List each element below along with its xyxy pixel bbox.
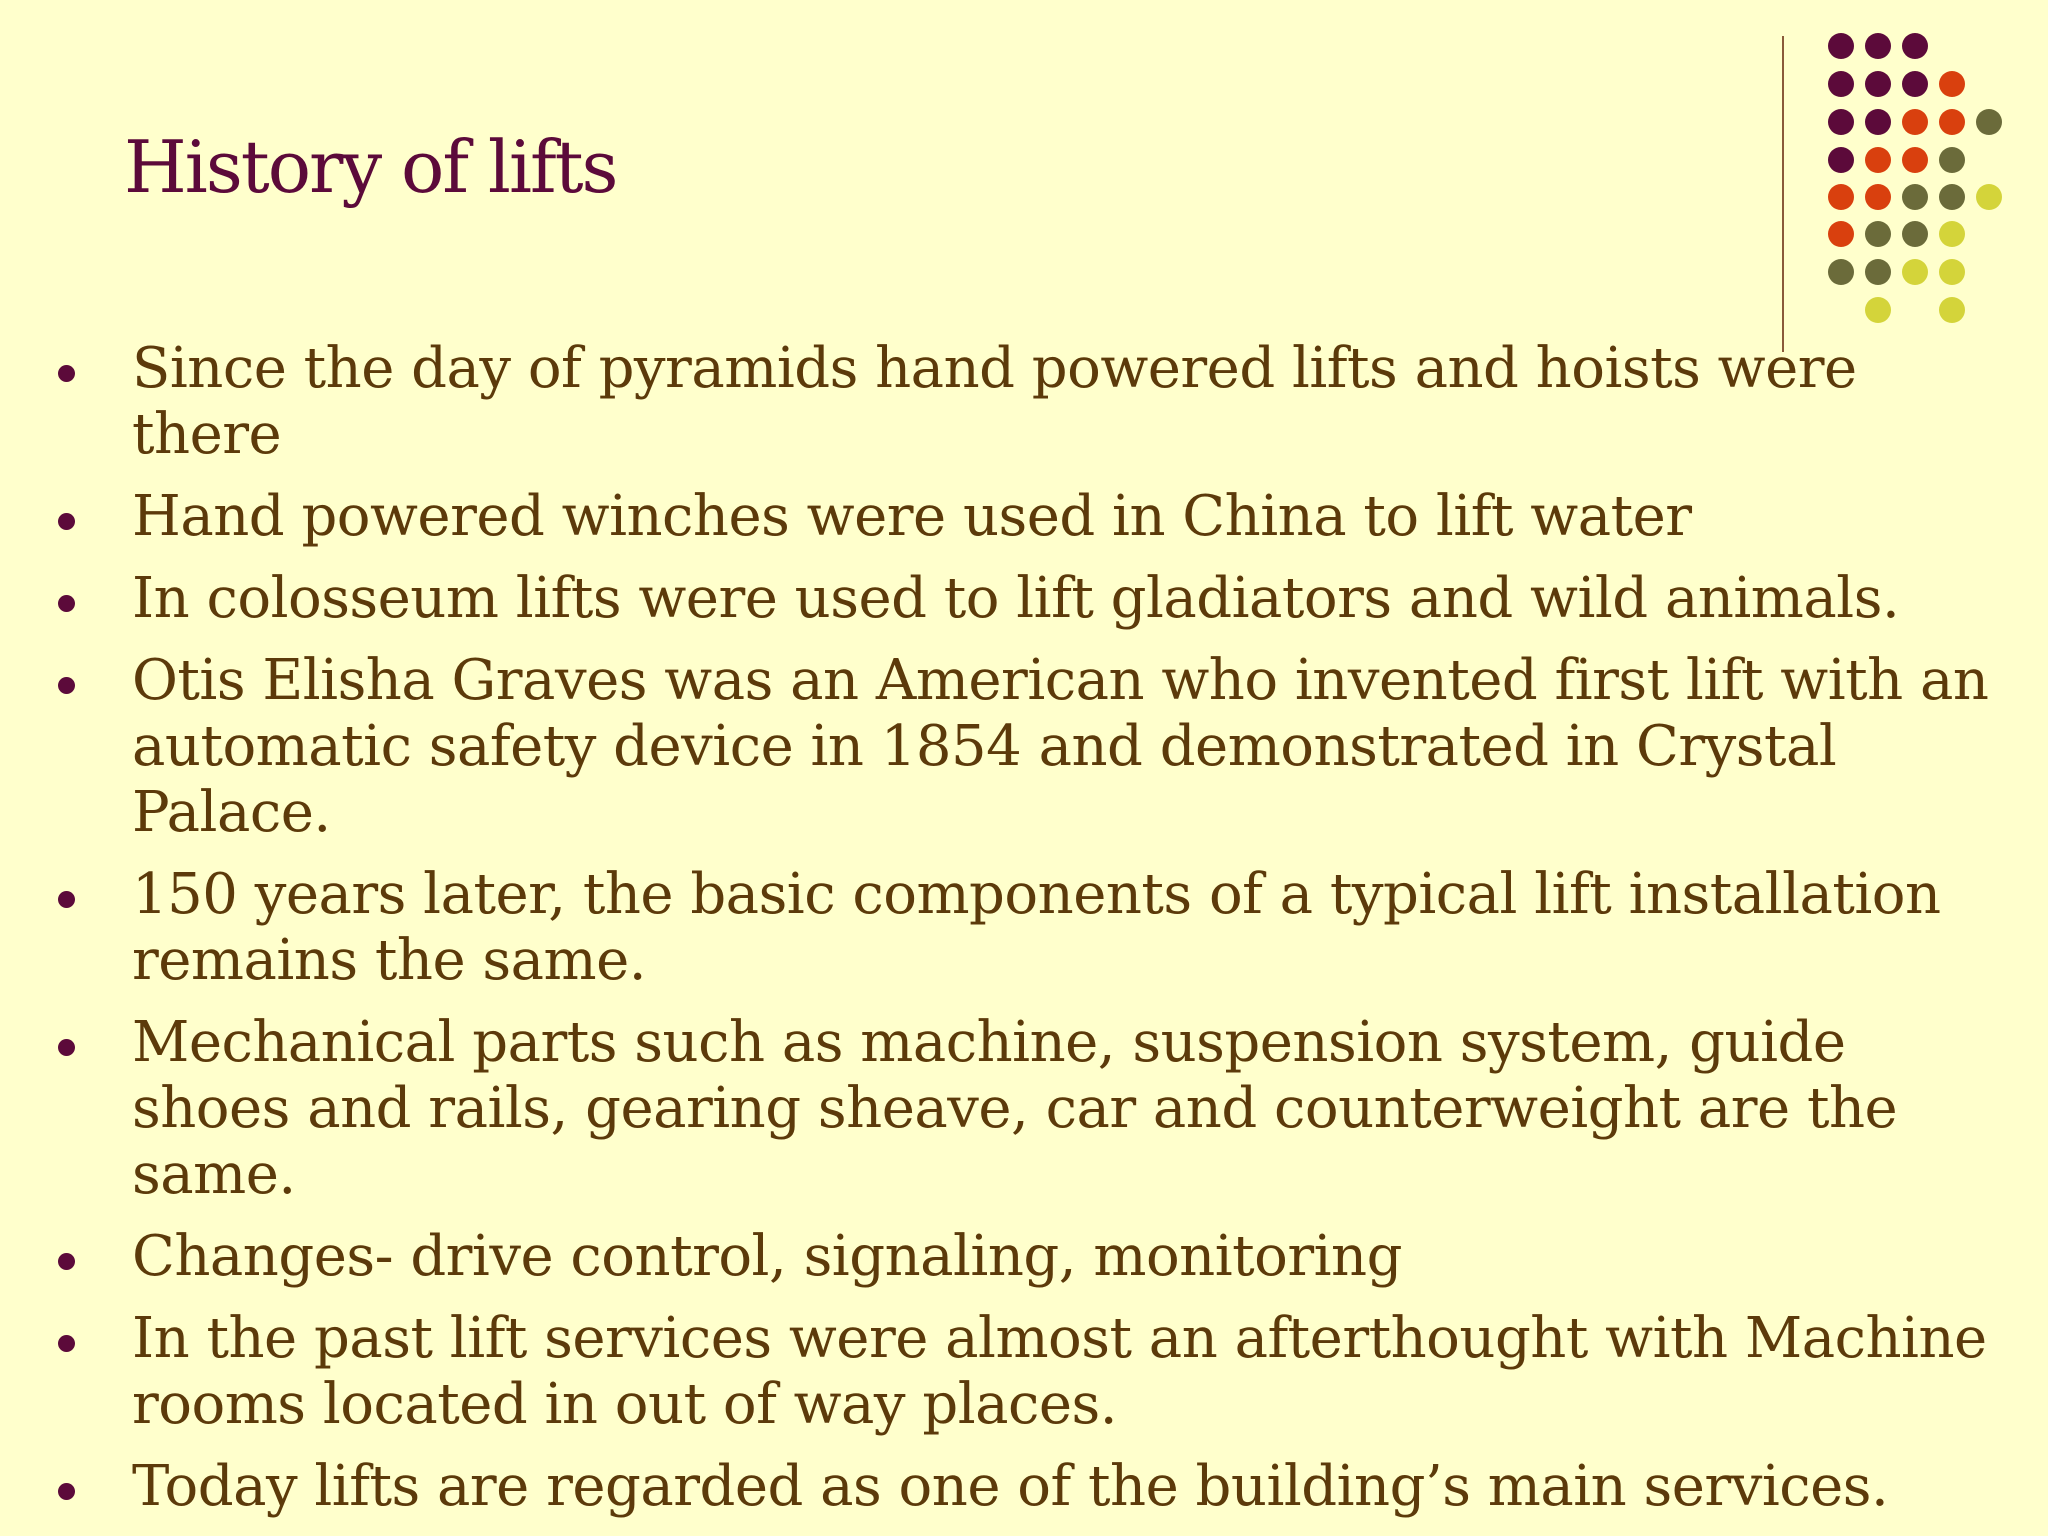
bullet-text: Hand powered winches were used in China to lift water: [132, 484, 1692, 549]
decorative-dot: [1902, 33, 1928, 59]
decorative-dot: [1865, 221, 1891, 247]
decorative-dot: [1902, 221, 1928, 247]
bullet-icon: [58, 677, 75, 694]
decorative-dot: [1865, 184, 1891, 210]
list-item: [56, 484, 2016, 550]
decorative-dot: [1828, 109, 1854, 135]
decorative-dot: [1939, 71, 1965, 97]
decorative-dot: [1828, 71, 1854, 97]
list-item: [56, 1454, 2016, 1520]
decorative-dot: [1902, 71, 1928, 97]
list-item: [56, 1010, 2016, 1208]
list-item: [56, 566, 2016, 632]
bullet-icon: [58, 513, 75, 530]
bullet-text: Today lifts are regarded as one of the building’s main services.: [132, 1454, 1889, 1519]
decorative-dot: [1939, 109, 1965, 135]
bullet-text: Mechanical parts such as machine, suspension system, guide shoes and rails, gearing sheave, car and counterweight are the same.: [132, 1010, 1898, 1207]
decorative-dot: [1865, 71, 1891, 97]
decorative-dot: [1828, 184, 1854, 210]
decorative-dot: [1865, 147, 1891, 173]
decorative-dot: [1865, 297, 1891, 323]
decorative-dot: [1939, 221, 1965, 247]
decorative-dot: [1902, 147, 1928, 173]
decorative-dot: [1828, 221, 1854, 247]
bullet-icon: [58, 1253, 75, 1270]
bullet-text: 150 years later, the basic components of a typical lift installation remains the same.: [132, 862, 1941, 993]
list-item: [56, 336, 2016, 468]
decorative-dot: [1976, 109, 2002, 135]
list-item: [56, 1224, 2016, 1290]
bullet-text: Changes- drive control, signaling, monitoring: [132, 1224, 1402, 1289]
list-item: [56, 862, 2016, 994]
bullet-list: [56, 336, 2016, 1536]
decorative-divider-line: [1782, 36, 1784, 352]
decorative-dot: [1828, 259, 1854, 285]
bullet-icon: [58, 1335, 75, 1352]
decorative-dot: [1939, 297, 1965, 323]
decorative-dot: [1976, 184, 2002, 210]
list-item: [56, 1306, 2016, 1438]
bullet-icon: [58, 1483, 75, 1500]
bullet-text: In colosseum lifts were used to lift gladiators and wild animals.: [132, 566, 1900, 631]
decorative-dot: [1865, 109, 1891, 135]
bullet-text: In the past lift services were almost an afterthought with Machine rooms located in out of way places.: [132, 1306, 1987, 1437]
bullet-text: Since the day of pyramids hand powered lifts and hoists were there: [132, 336, 1857, 467]
bullet-icon: [58, 365, 75, 382]
decorative-dot: [1865, 259, 1891, 285]
decorative-dot: [1865, 33, 1891, 59]
decorative-dot: [1828, 147, 1854, 173]
slide-title: History of lifts: [124, 125, 617, 209]
decorative-dot: [1902, 259, 1928, 285]
bullet-icon: [58, 891, 75, 908]
list-item: [56, 648, 2016, 846]
bullet-text: Otis Elisha Graves was an American who invented first lift with an automatic safety device in 1854 and demonstrated in Crystal Palace.: [132, 648, 1989, 845]
decorative-dot: [1828, 33, 1854, 59]
decorative-dot: [1939, 184, 1965, 210]
decorative-dot: [1939, 147, 1965, 173]
decorative-dot: [1902, 109, 1928, 135]
decorative-dot: [1902, 184, 1928, 210]
bullet-icon: [58, 595, 75, 612]
bullet-icon: [58, 1039, 75, 1056]
decorative-dot: [1939, 259, 1965, 285]
